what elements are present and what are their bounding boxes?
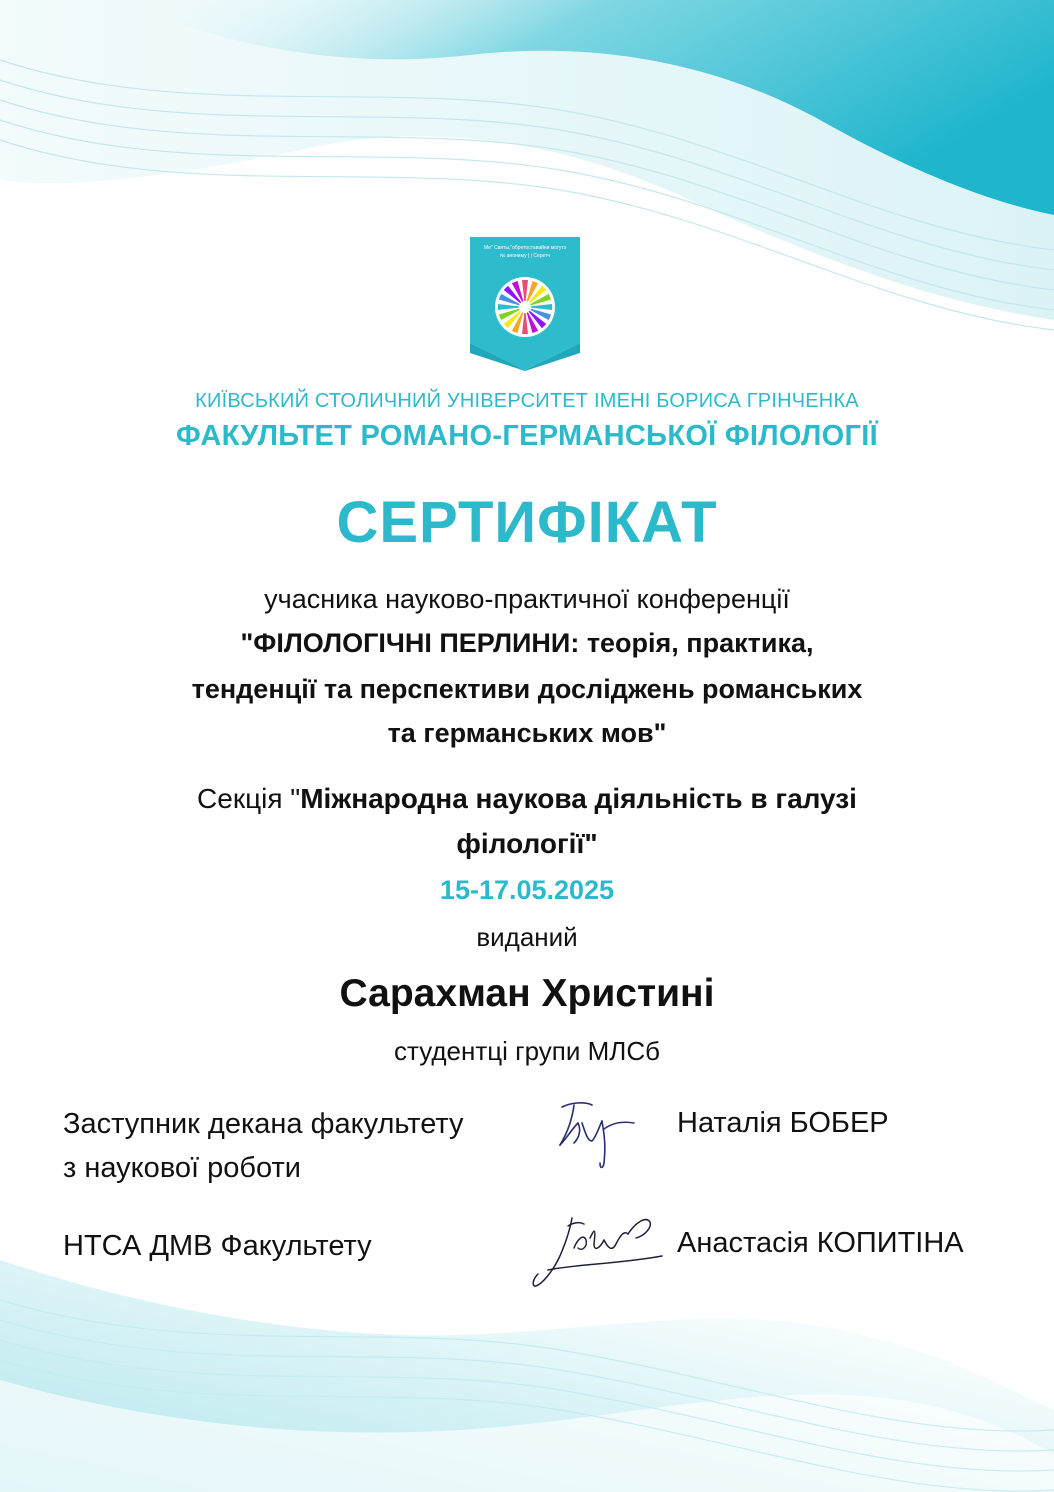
conference-title-line2: тенденції та перспективи досліджень романських (191, 674, 863, 704)
recipient-name: Сарахман Христині (339, 972, 715, 1015)
section-name-line2: філології" (456, 828, 598, 859)
signatory-2-name: Анастасія КОПИТІНА (677, 1227, 964, 1259)
signatory-1-role-line2: з наукової роботи (63, 1152, 301, 1184)
signatory-2-role (63, 1224, 372, 1268)
signature-2-image (528, 1208, 668, 1293)
signatory-2-role-line1: НТСА ДМВ Факультету (63, 1230, 372, 1262)
issued-label: виданий (476, 922, 578, 952)
section-line1 (0, 783, 1054, 815)
university-name: КИЇВСЬКИЙ СТОЛИЧНИЙ УНІВЕРСИТЕТ ІМЕНІ БОРИСА ГРІНЧЕНКА (195, 390, 859, 412)
faculty-name: ФАКУЛЬТЕТ РОМАНО-ГЕРМАНСЬКОЇ ФІЛОЛОГІЇ (176, 420, 878, 452)
university-emblem (468, 235, 582, 372)
conference-dates: 15-17.05.2025 (439, 875, 615, 905)
conference-title-line1: "ФІЛОЛОГІЧНІ ПЕРЛИНИ: теорія, практика, (240, 628, 814, 658)
signatory-1-role (63, 1102, 463, 1190)
conference-title-line3: та германських мов" (387, 718, 667, 748)
participant-line: учасника науково-практичної конференції (264, 584, 790, 614)
emblem-text-line2: № анониму | | Серетч (499, 253, 551, 259)
section-name-line1: Міжнародна наукова діяльність в галузі (300, 783, 857, 814)
signatory-1-name: Наталія БОБЕР (677, 1107, 889, 1139)
signatory-1-role-line1: Заступник декана факультету (63, 1108, 464, 1140)
signature-1-image (548, 1093, 643, 1173)
emblem-text-line1: Ме" Святы,"обретоставайни могутз (484, 245, 566, 251)
radial-star-emblem-icon (495, 277, 555, 337)
certificate-title: СЕРТИФІКАТ (336, 490, 718, 555)
section-prefix: Секція " (197, 783, 301, 814)
recipient-group: студентці групи МЛСб (394, 1036, 660, 1066)
